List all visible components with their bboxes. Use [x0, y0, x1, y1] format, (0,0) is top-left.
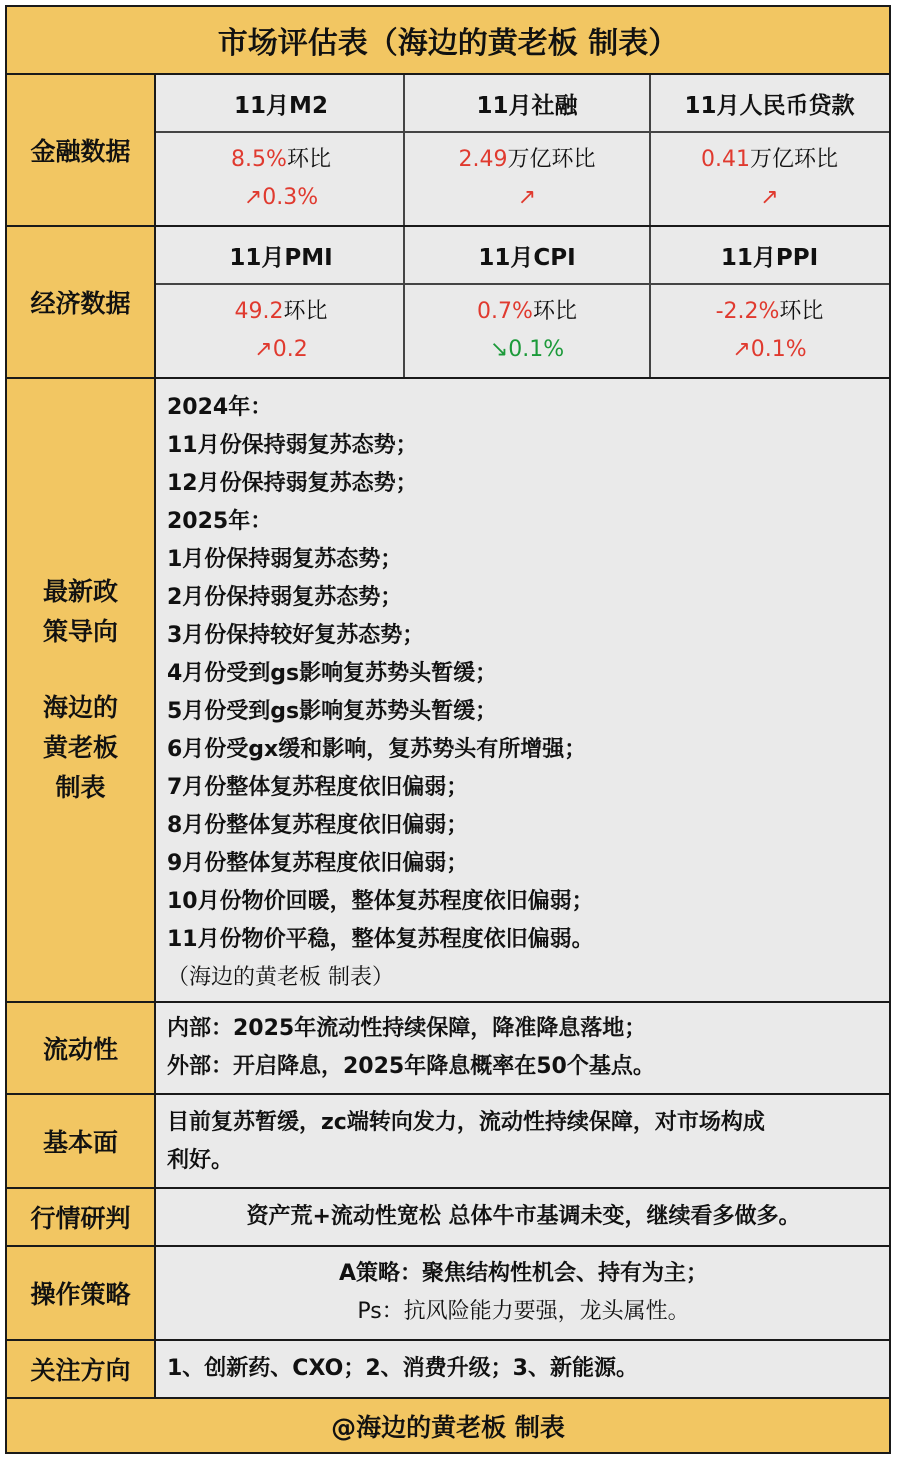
value-social-financing: 2.49万亿环比 ↗ [458, 147, 596, 210]
focus-direction-content: 1、创新药、CXO；2、消费升级；3、新能源。 [167, 1356, 638, 1381]
market-outlook-label: 行情研判 [7, 1189, 156, 1245]
policy-line: 1月份保持弱复苏态势； [167, 547, 403, 572]
focus-direction-label: 关注方向 [7, 1341, 156, 1397]
fundamentals-content: 目前复苏暂缓，zc端转向发力，流动性持续保障，对市场构成 利好。 [167, 1110, 765, 1173]
header-m2: 11月M2 [234, 92, 328, 119]
policy-line: 7月份整体复苏程度依旧偏弱； [167, 775, 469, 800]
market-outlook-content: 资产荒+流动性宽松 总体牛市基调未变，继续看多做多。 [246, 1204, 801, 1229]
value-rmb-loans: 0.41万亿环比 ↗ [701, 147, 838, 210]
policy-direction-label: 最新政 策导向 海边的 黄老板 制表 [7, 379, 156, 1001]
policy-line: 9月份整体复苏程度依旧偏弱； [167, 851, 469, 876]
header-cpi: 11月CPI [478, 244, 576, 271]
value-ppi: -2.2%环比 ↗0.1% [715, 299, 824, 362]
footer-credit: @海边的黄老板 制表 [331, 1412, 565, 1442]
table-title: 市场评估表（海边的黄老板 制表） [217, 26, 679, 61]
market-assessment-table [5, 5, 891, 1454]
policy-direction-content [167, 389, 887, 997]
liquidity-content: 内部：2025年流动性持续保障，降准降息落地； 外部：开启降息，2025年降息概率在50个基点。 [167, 1016, 655, 1079]
policy-line: 3月份保持较好复苏态势； [167, 623, 425, 648]
liquidity-label: 流动性 [7, 1003, 156, 1093]
value-m2: 8.5%环比 ↗0.3% [231, 147, 331, 210]
policy-line: 2025年： [167, 509, 273, 534]
strategy-content: A策略：聚焦结构性机会、持有为主； Ps：抗风险能力要强，龙头属性。 [338, 1261, 709, 1324]
header-pmi: 11月PMI [229, 244, 333, 271]
economic-data-label: 经济数据 [7, 227, 156, 377]
financial-data-label: 金融数据 [7, 75, 156, 225]
header-ppi: 11月PPI [720, 244, 819, 271]
value-cpi: 0.7%环比 ↘0.1% [477, 299, 577, 362]
header-rmb-loans: 11月人民币贷款 [684, 92, 855, 119]
policy-line: 10月份物价回暖，整体复苏程度依旧偏弱； [167, 889, 594, 914]
policy-line: 6月份受gx缓和影响，复苏势头有所增强； [167, 737, 587, 762]
fundamentals-label: 基本面 [7, 1095, 156, 1187]
policy-note: （海边的黄老板 制表） [167, 965, 394, 990]
policy-line: 8月份整体复苏程度依旧偏弱； [167, 813, 469, 838]
header-social-financing: 11月社融 [476, 92, 578, 119]
policy-line: 5月份受到gs影响复苏势头暂缓； [167, 699, 498, 724]
policy-line: 11月份物价平稳，整体复苏程度依旧偏弱。 [167, 927, 594, 952]
footer-banner [7, 1399, 889, 1452]
policy-line: 2月份保持弱复苏态势； [167, 585, 403, 610]
table-title-banner [7, 7, 889, 73]
policy-line: 4月份受到gs影响复苏势头暂缓； [167, 661, 498, 686]
policy-line: 11月份保持弱复苏态势； [167, 433, 418, 458]
policy-line: 12月份保持弱复苏态势； [167, 471, 418, 496]
value-pmi: 49.2环比 ↗0.2 [234, 299, 328, 362]
policy-line: 2024年： [167, 395, 273, 420]
strategy-label: 操作策略 [7, 1247, 156, 1339]
